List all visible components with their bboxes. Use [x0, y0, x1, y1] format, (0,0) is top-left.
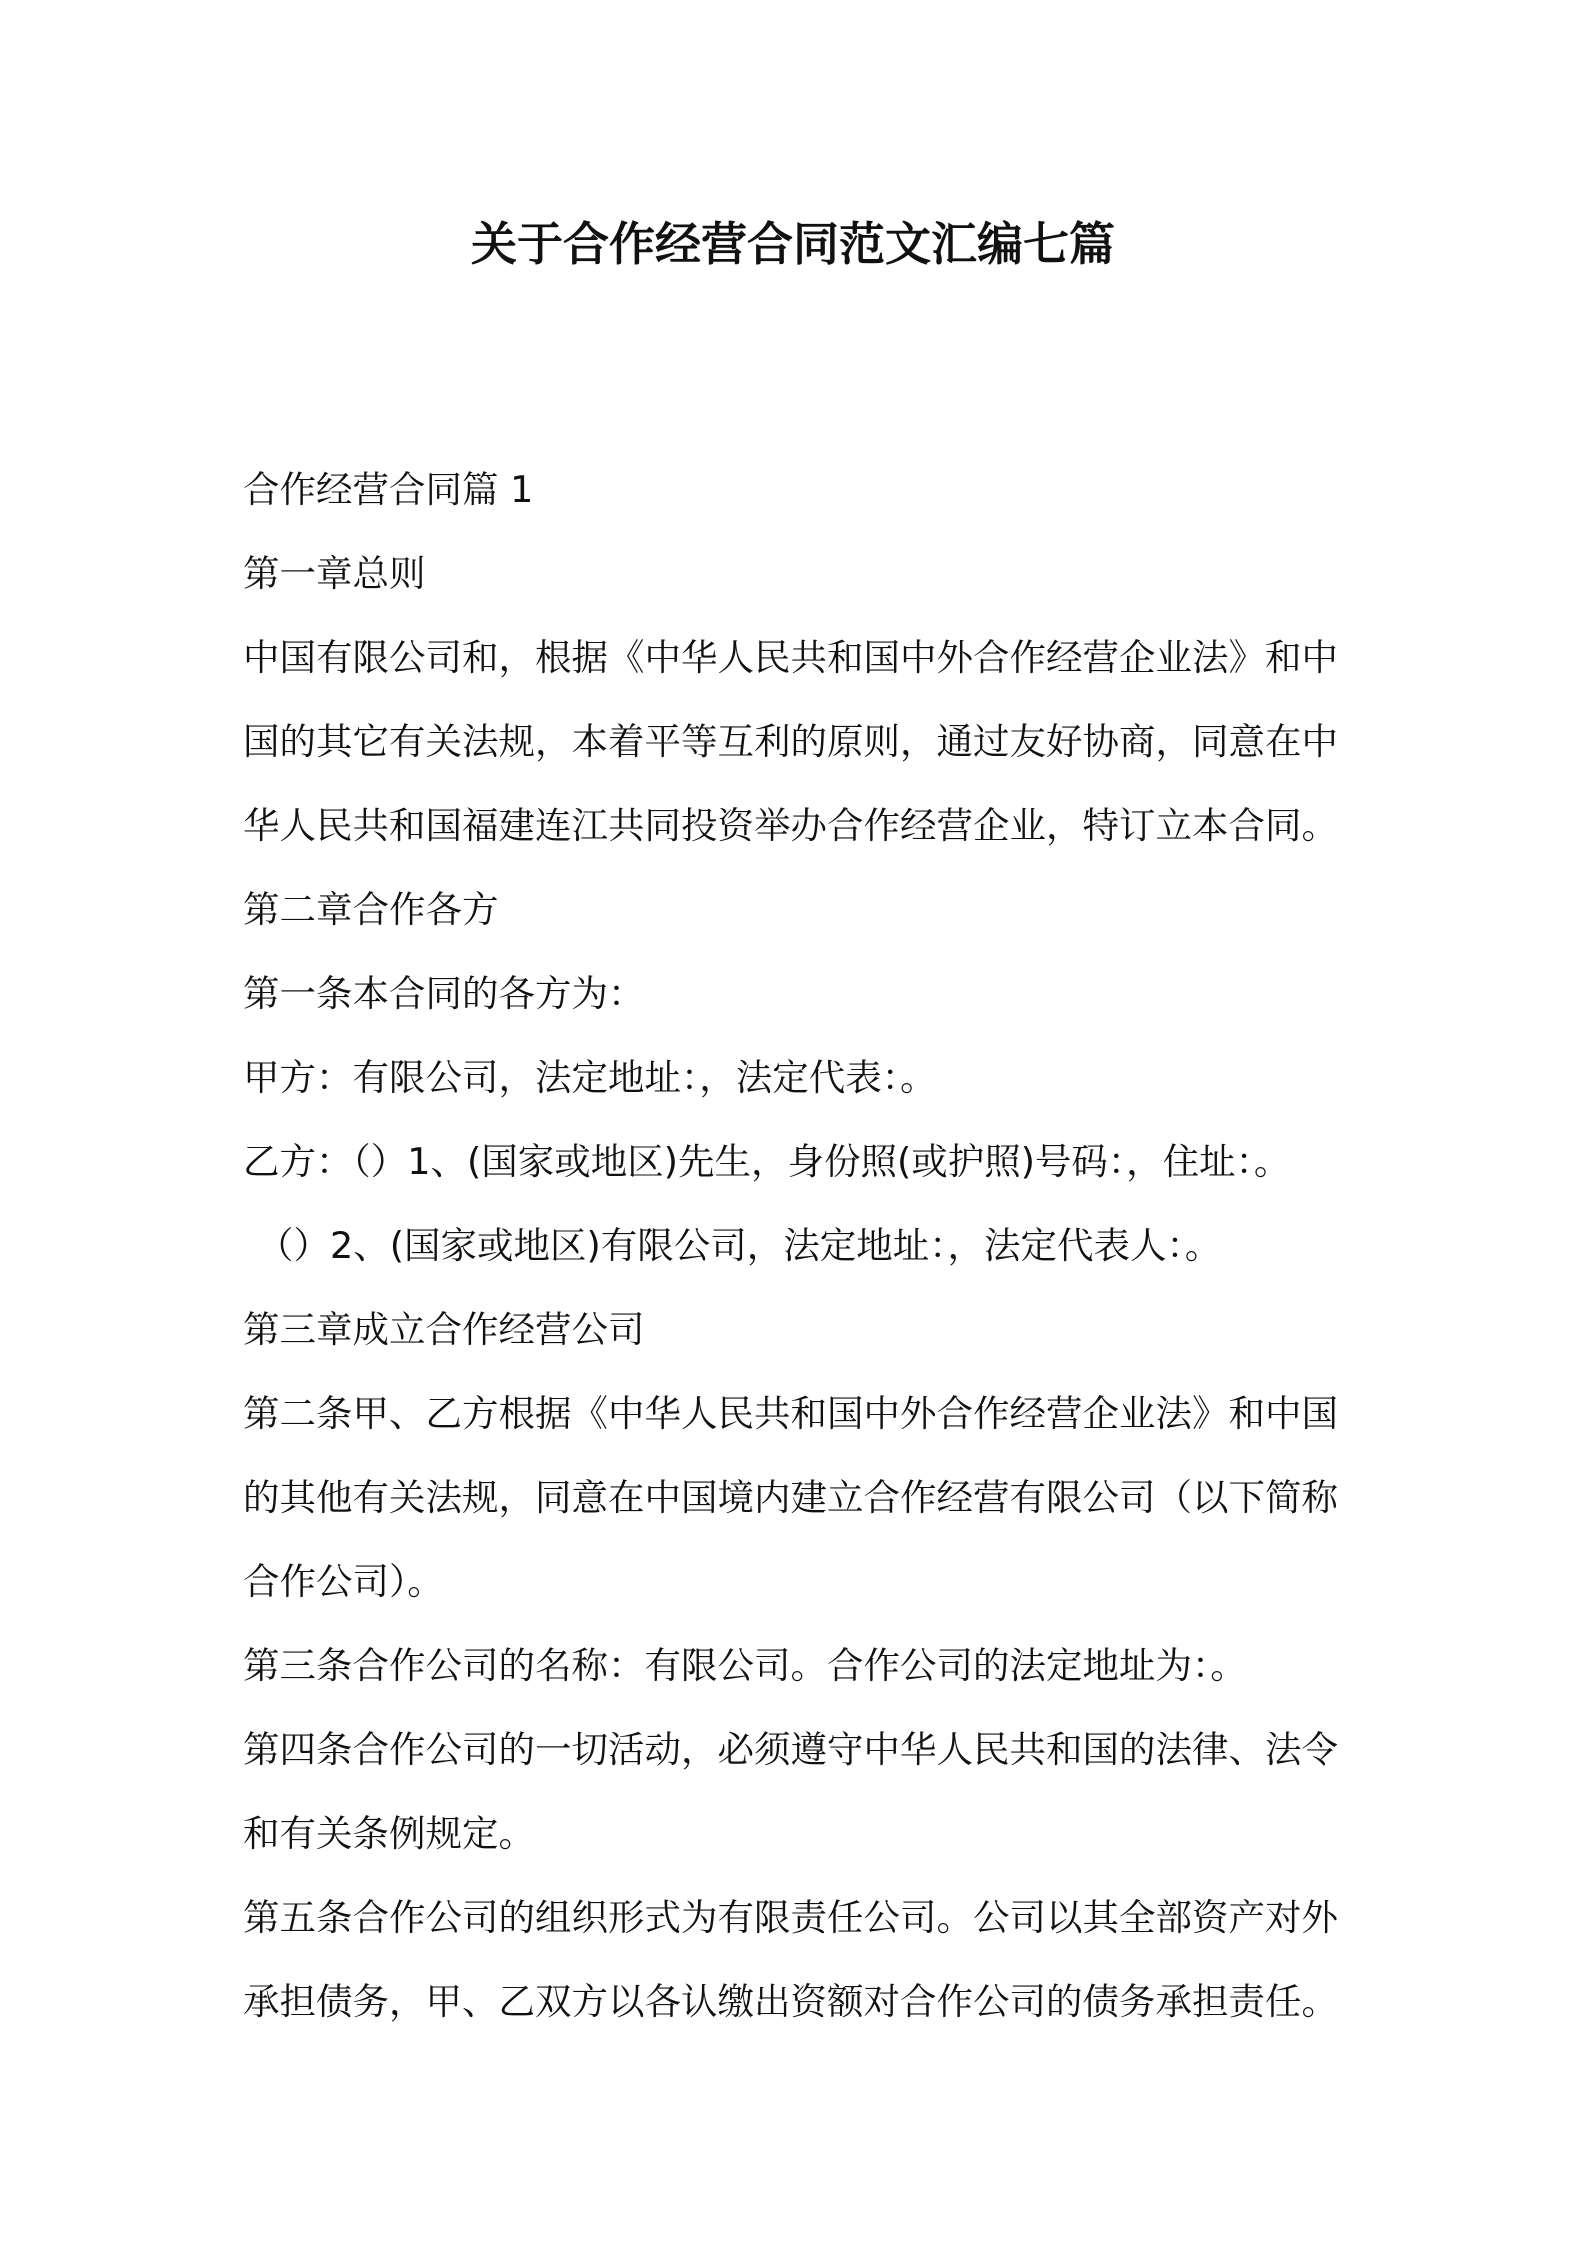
paragraph-line: 第五条合作公司的组织形式为有限责任公司。公司以其全部资产对外 — [243, 1896, 1338, 1939]
paragraph-line: 的其他有关法规，同意在中国境内建立合作经营有限公司（以下简称 — [243, 1476, 1338, 1519]
paragraph-line: 和有关条例规定。 — [243, 1812, 535, 1855]
document-title: 关于合作经营合同范文汇编七篇 — [471, 217, 1115, 271]
paragraph-line: 华人民共和国福建连江共同投资举办合作经营企业，特订立本合同。 — [243, 804, 1338, 847]
paragraph-line: 国的其它有关法规，本着平等互利的原则，通过友好协商，同意在中 — [243, 720, 1338, 763]
article-line: 第一条本合同的各方为： — [243, 972, 645, 1015]
chapter-heading: 第一章总则 — [243, 552, 426, 595]
chapter-heading: 第二章合作各方 — [243, 888, 499, 931]
document-body — [243, 448, 1353, 2044]
party-a-line: 甲方：有限公司，法定地址：，法定代表：。 — [243, 1056, 937, 1099]
article-line: 第三条合作公司的名称：有限公司。合作公司的法定地址为：。 — [243, 1644, 1247, 1687]
paragraph-line: 承担债务，甲、乙双方以各认缴出资额对合作公司的债务承担责任。 — [243, 1980, 1338, 2023]
paragraph-line: 第四条合作公司的一切活动，必须遵守中华人民共和国的法律、法令 — [243, 1728, 1338, 1771]
paragraph-line: 第二条甲、乙方根据《中华人民共和国中外合作经营企业法》和中国 — [243, 1392, 1338, 1435]
section-heading: 合作经营合同篇 1 — [243, 468, 534, 511]
paragraph-line: 合作公司）。 — [243, 1560, 444, 1603]
chapter-heading: 第三章成立合作经营公司 — [243, 1308, 645, 1351]
party-b-line: 乙方：（）1、(国家或地区)先生，身份照(或护照)号码：，住址：。 — [243, 1140, 1291, 1183]
party-b-option-line: （）2、(国家或地区)有限公司，法定地址：，法定代表人：。 — [257, 1224, 1222, 1267]
paragraph-line: 中国有限公司和，根据《中华人民共和国中外合作经营企业法》和中 — [243, 636, 1338, 679]
